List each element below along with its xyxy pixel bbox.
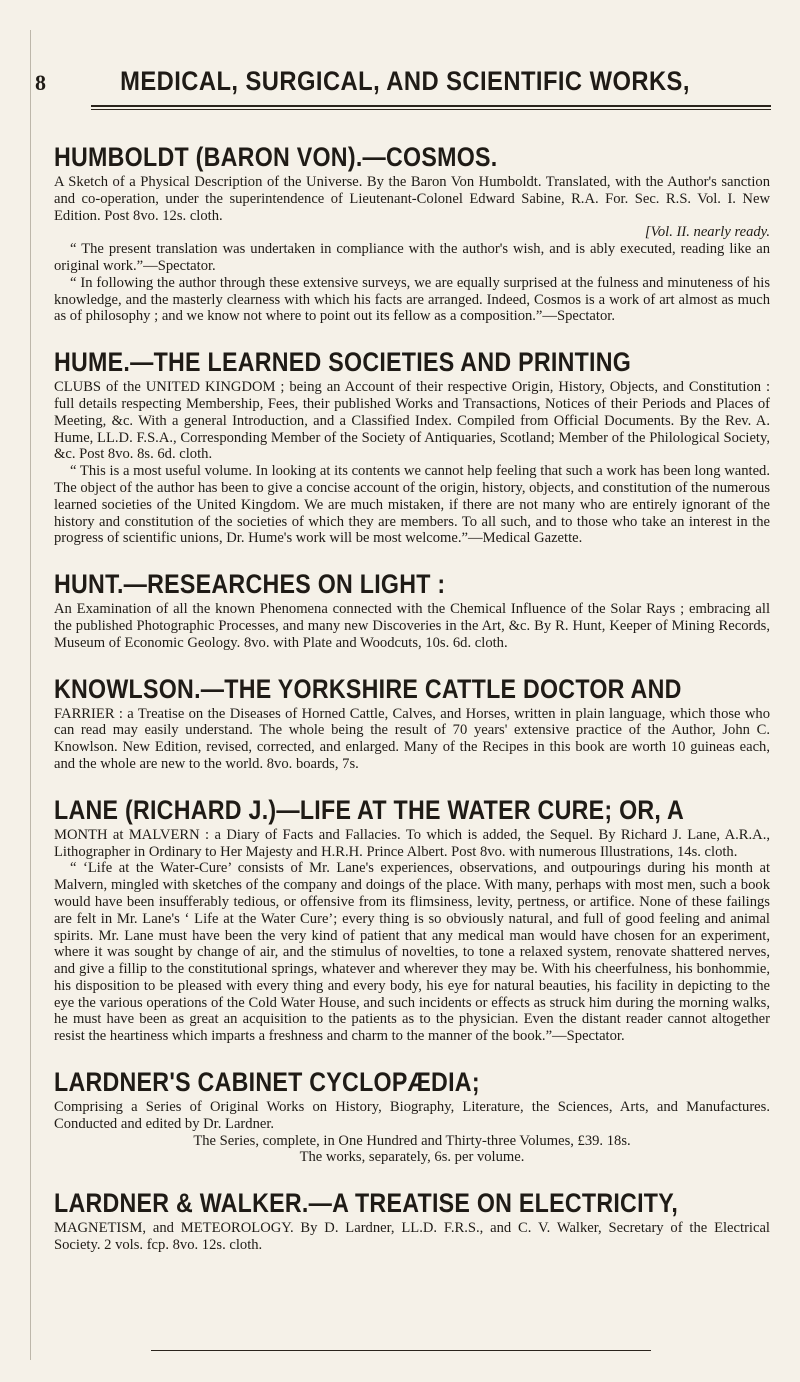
entry-heading: HUNT.—RESEARCHES ON LIGHT : [54,569,446,600]
price-line: The works, separately, 6s. per volume. [299,1149,525,1166]
entry-lardner-cyclopaedia [54,1067,770,1166]
review-quote: “ In following the author through these extensive surveys, we are equally surprised at the fulness and minuteness of his knowledge, and the masterly clearness with which his facts are arranged. Indeed, Cosmos is a work of art almost as much as of philosophy ; and we know not where to point out its fellow as a composition.”—Spectator. [54,274,770,325]
entry-description: MAGNETISM, and METEOROLOGY. By D. Lardner, LL.D. F.R.S., and C. V. Walker, Secretary of the Electrical Society. 2 vols. fcp. 8vo. 12s. cloth. [54,1220,770,1254]
entry-hunt [54,569,770,651]
entry-lardner-walker [54,1188,770,1254]
entry-description: FARRIER : a Treatise on the Diseases of Horned Cattle, Calves, and Horses, written in plain language, which those who can read may easily understand. The whole being the result of 70 years' extensive practice of the Author, John C. Knowlson. New Edition, revised, corrected, and enlarged. Many of the Recipes in this book are worth 10 guineas each, and the whole are new to the world. 8vo. boards, 7s. [54,705,770,772]
header-rule [91,105,771,107]
page-title: MEDICAL, SURGICAL, AND SCIENTIFIC WORKS, [120,66,690,96]
running-head [31,66,779,106]
price-line: The Series, complete, in One Hundred and Thirty-three Volumes, £39. 18s. [193,1132,631,1149]
page [30,30,779,1360]
footer-rule [151,1350,651,1351]
entry-description: CLUBS of the UNITED KINGDOM ; being an Account of their respective Origin, History, Objects, and Constitution : full details respecting Membership, Fees, their published Works and Transactions, Notices of their Periods and Places of Meeting, &c. With a general Introduction, and a Classified Index. Compiled from Official Documents. By the Rev. A. Hume, LL.D. F.S.A., Corresponding Member of the Society of Antiquaries, Scotland; Member of the Philological Society, &c. Post 8vo. 8s. 6d. cloth. [54,379,770,463]
entry-description: Comprising a Series of Original Works on History, Biography, Literature, the Sciences, Arts, and Manufactures. Conducted and edited by Dr. Lardner. [54,1099,770,1132]
entry-lane [54,795,770,1045]
review-quote: “ The present translation was undertaken in compliance with the author's wish, and is ably executed, reading like an original work.”—Spectator. [54,241,770,274]
page-number: 8 [35,70,46,95]
entry-heading: HUME.—THE LEARNED SOCIETIES AND PRINTING [54,347,632,378]
entry-heading: LANE (RICHARD J.)—LIFE AT THE WATER CURE; OR, A [54,794,685,825]
entry-heading: HUMBOLDT (BARON VON).—COSMOS. [54,142,498,172]
entry-hume [54,347,770,547]
header-rule-thin [91,109,771,110]
entry-knowlson [54,674,770,773]
entry-description: An Examination of all the known Phenomena connected with the Chemical Influence of the Solar Rays ; embracing all the published Photographic Processes, and many new Discoveries in the Art, &c. By R. Hunt, Keeper of Mining Records, Museum of Economic Geology. 8vo. with Plate and Woodcuts, 10s. 6d. cloth. [54,601,770,651]
entry-description: A Sketch of a Physical Description of the Universe. By the Baron Von Humboldt. Translated, with the Author's sanction and co-operation, under the superintendence of Lieutenant-Colonel Edward Sabine, R.A. For. Sec. R.S. Vol. I. New Edition. Post 8vo. 12s. cloth. [54,174,770,224]
volume-note: [Vol. II. nearly ready. [644,224,770,241]
entry-description: MONTH at MALVERN : a Diary of Facts and Fallacies. To which is added, the Sequel. By Richard J. Lane, A.R.A., Lithographer in Ordinary to Her Majesty and H.R.H. Prince Albert. Post 8vo. with numerous Illustrations, 14s. cloth. [54,826,770,860]
catalogue-entries [54,142,770,1276]
entry-heading: LARDNER & WALKER.—A TREATISE ON ELECTRICITY, [54,1188,679,1219]
entry-heading: KNOWLSON.—THE YORKSHIRE CATTLE DOCTOR AND [54,673,682,704]
entry-heading: LARDNER'S CABINET CYCLOPÆDIA; [54,1067,480,1098]
entry-humboldt [54,142,770,325]
review-quote: “ ‘Life at the Water-Cure’ consists of Mr. Lane's experiences, observations, and outpourings during his month at Malvern, mingled with sketches of the company and doings of the place. With many, perhaps with most men, such a book would have been insufferably tedious, or offensive from its flimsiness, levity, pertness, or artifice. None of these failings are felt in Mr. Lane's ‘ Life at the Water Cure’; every thing is so obviously natural, and full of good feeling and animal spirits. Mr. Lane must have been the very kind of patient that any medical man would have chosen for an experiment, where it was sought by change of air, and the stimulus of novelties, to tone a relaxed system, renovate shattered nerves, and give a fillip to the constitutional springs, whatever and wherever they may be. With his cheerfulness, his bonhommie, his disposition to be pleased with every thing and every body, his eye for natural beauties, his facility in depicting to the eye the various operations of the Cold Water House, and such incidents or effects as struck him during the morning walks, he must have been as great an acquisition to the patients as to the physician. Even the distant reader cannot altogether resist the heartiness which imparts a freshness and charm to the manner of the book.”—Spectator. [54,860,770,1045]
review-quote: “ This is a most useful volume. In looking at its contents we cannot help feeling that such a work has been long wanted. The object of the author has been to give a concise account of the origin, history, objects, and constitution of the numerous learned societies of the United Kingdom. We are much mistaken, if there are not many who are entirely ignorant of the history and constitution of the societies of which they are members. To all such, and to those who take an interest in the progress of scientific unions, Dr. Hume's work will be most welcome.”—Medical Gazette. [54,463,770,547]
